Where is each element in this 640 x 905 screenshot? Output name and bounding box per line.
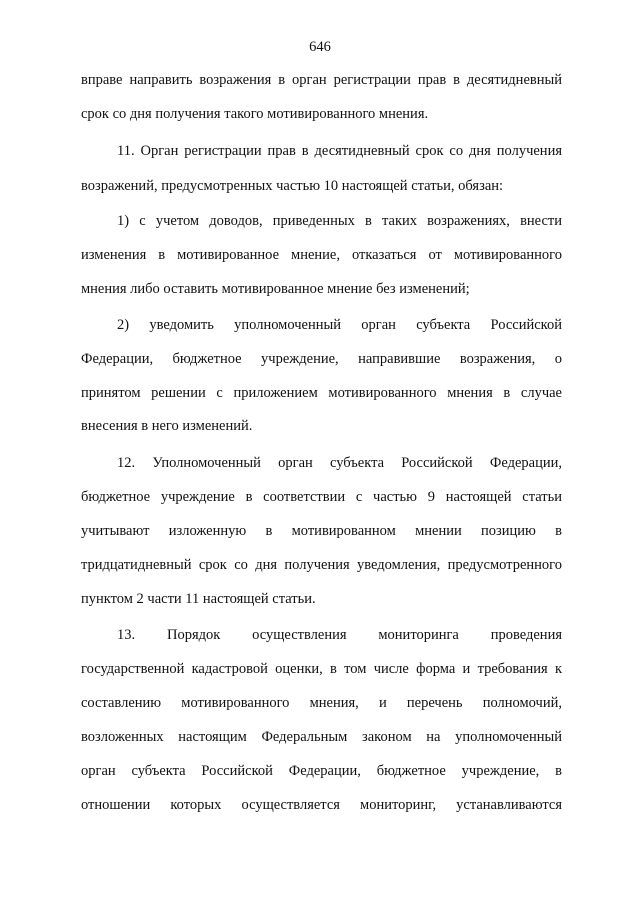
text-line-17: 13. Порядок осуществления мониторинга проведения (117, 627, 562, 643)
text-line-12: 12. Уполномоченный орган субъекта Российской Федерации, (117, 455, 562, 471)
text-line-7: мнения либо оставить мотивированное мнение без изменений; (81, 281, 470, 297)
text-line-19: составлению мотивированного мнения, и перечень полномочий, (81, 695, 562, 711)
text-line-21: орган субъекта Российской Федерации, бюджетное учреждение, в (81, 763, 562, 779)
text-line-4: возражений, предусмотренных частью 10 настоящей статьи, обязан: (81, 178, 504, 194)
text-line-15: тридцатидневный срок со дня получения уведомления, предусмотренного (81, 557, 562, 573)
text-line-8: 2) уведомить уполномоченный орган субъекта Российской (117, 317, 562, 333)
text-line-3: 11. Орган регистрации прав в десятидневный срок со дня получения (117, 143, 562, 159)
text-line-14: учитывают изложенную в мотивированном мнении позицию в (81, 523, 562, 539)
text-line-13: бюджетное учреждение в соответствии с частью 9 настоящей статьи (81, 489, 562, 505)
text-line-6: изменения в мотивированное мнение, отказаться от мотивированного (81, 247, 562, 263)
text-line-22: отношении которых осуществляется мониторинг, устанавливаются (81, 797, 562, 813)
text-line-18: государственной кадастровой оценки, в том числе форма и требования к (81, 661, 562, 677)
page-number: 646 (309, 39, 331, 55)
text-line-2: срок со дня получения такого мотивированного мнения. (81, 106, 429, 122)
text-line-16: пунктом 2 части 11 настоящей статьи. (81, 591, 316, 607)
text-line-5: 1) с учетом доводов, приведенных в таких возражениях, внести (117, 213, 562, 229)
text-line-20: возложенных настоящим Федеральным законом на уполномоченный (81, 729, 562, 745)
text-line-10: принятом решении с приложением мотивированного мнения в случае (81, 385, 562, 401)
text-line-11: внесения в него изменений. (81, 418, 253, 434)
text-line-1: вправе направить возражения в орган регистрации прав в десятидневный (81, 72, 562, 88)
text-line-9: Федерации, бюджетное учреждение, направившие возражения, о (81, 351, 562, 367)
